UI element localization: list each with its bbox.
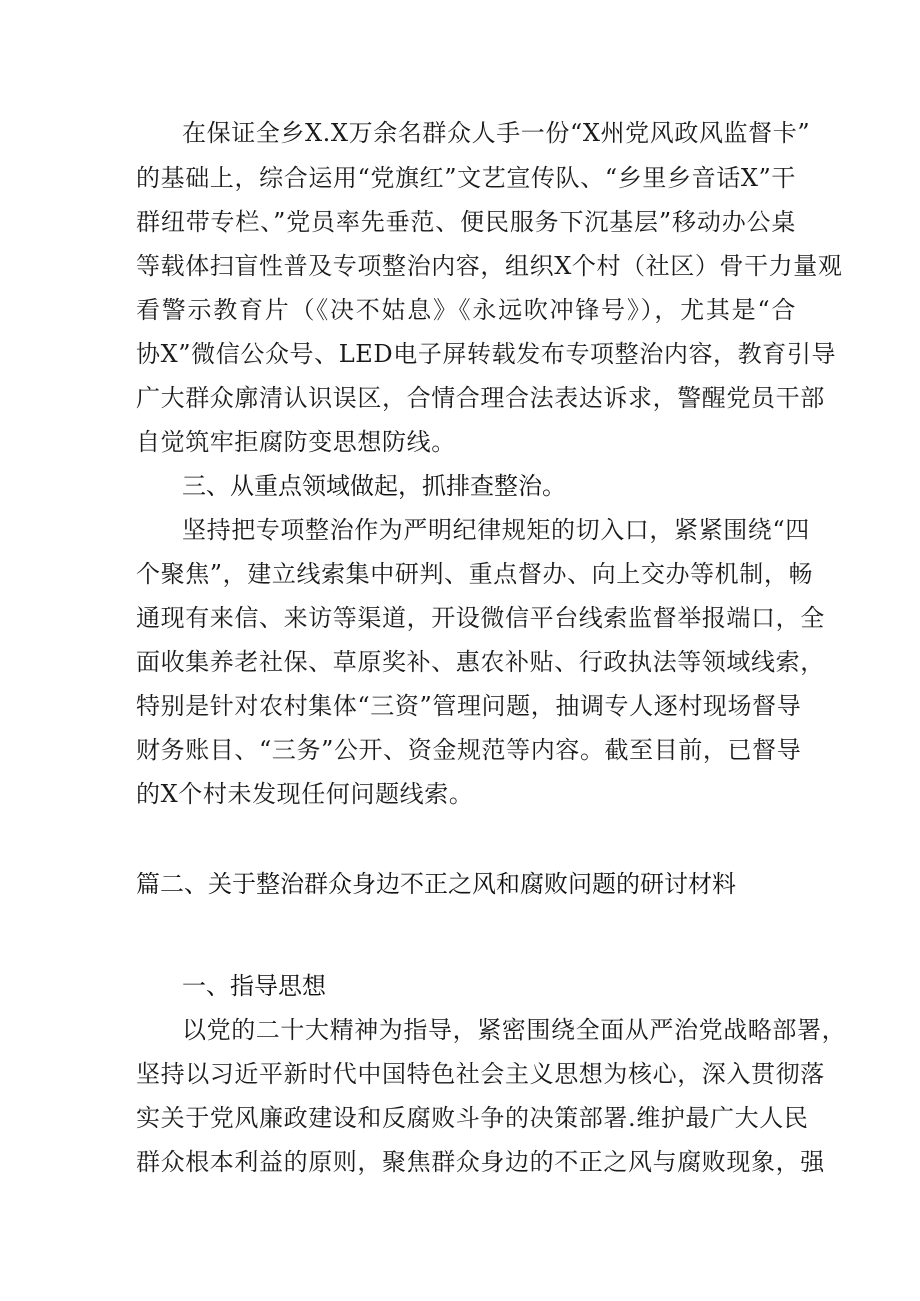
text-line: 看警示教育片（《决不姑息》《永远吹冲锋号》），尤其是“合 — [136, 296, 796, 324]
text-line: 以党的二十大精神为指导，紧密围绕全面从严治党战略部署， — [182, 1016, 847, 1044]
text-line: 协X”微信公众号、LED电子屏转载发布专项整治内容，教育引导 — [136, 340, 837, 368]
text-line: 通现有来信、来访等渠道，开设微信平台线索监督举报端口，全 — [136, 604, 825, 632]
text-line: 坚持把专项整治作为严明纪律规矩的切入口，紧紧围绕“四 — [182, 516, 810, 544]
text-line: 面收集养老社保、草原奖补、惠农补贴、行政执法等领域线索， — [136, 648, 825, 676]
text-line: 坚持以习近平新时代中国特色社会主义思想为核心，深入贯彻落 — [136, 1060, 825, 1088]
text-line: 在保证全乡X.X万余名群众人手一份“X州党风政风监督卡” — [182, 119, 811, 147]
text-line: 广大群众廓清认识误区，合情合理合法表达诉求，警醒党员干部 — [136, 384, 825, 412]
text-line: 的X个村未发现任何问题线索。 — [136, 780, 474, 808]
text-line: 自觉筑牢拒腐防变思想防线。 — [136, 428, 456, 456]
text-line: 个聚焦”，建立线索集中研判、重点督办、向上交办等机制，畅 — [136, 560, 814, 588]
text-line: 特别是针对农村集体“三资”管理问题，抽调专人逐村现场督导 — [136, 692, 802, 720]
text-line: 的基础上，综合运用“党旗红”文艺宣传队、“乡里乡音话X”干 — [136, 164, 796, 192]
text-line: 实关于党风廉政建设和反腐败斗争的决策部署.维护最广大人民 — [136, 1104, 809, 1132]
text-line: 财务账目、“三务”公开、资金规范等内容。截至目前，已督导 — [136, 736, 802, 764]
text-line: 群众根本利益的原则，聚焦群众身边的不正之风与腐败现象，强 — [136, 1148, 825, 1176]
section-heading: 三、从重点领域做起，抓排查整治。 — [182, 472, 566, 500]
text-line: 等载体扫盲性普及专项整治内容，组织X个村（社区）骨干力量观 — [136, 252, 843, 280]
section-heading: 一、指导思想 — [182, 972, 326, 1000]
text-line: 群纽带专栏、”党员率先垂范、便民服务下沉基层”移动办公桌 — [136, 208, 796, 236]
article-title: 篇二、关于整治群众身边不正之风和腐败问题的研讨材料 — [136, 870, 736, 898]
